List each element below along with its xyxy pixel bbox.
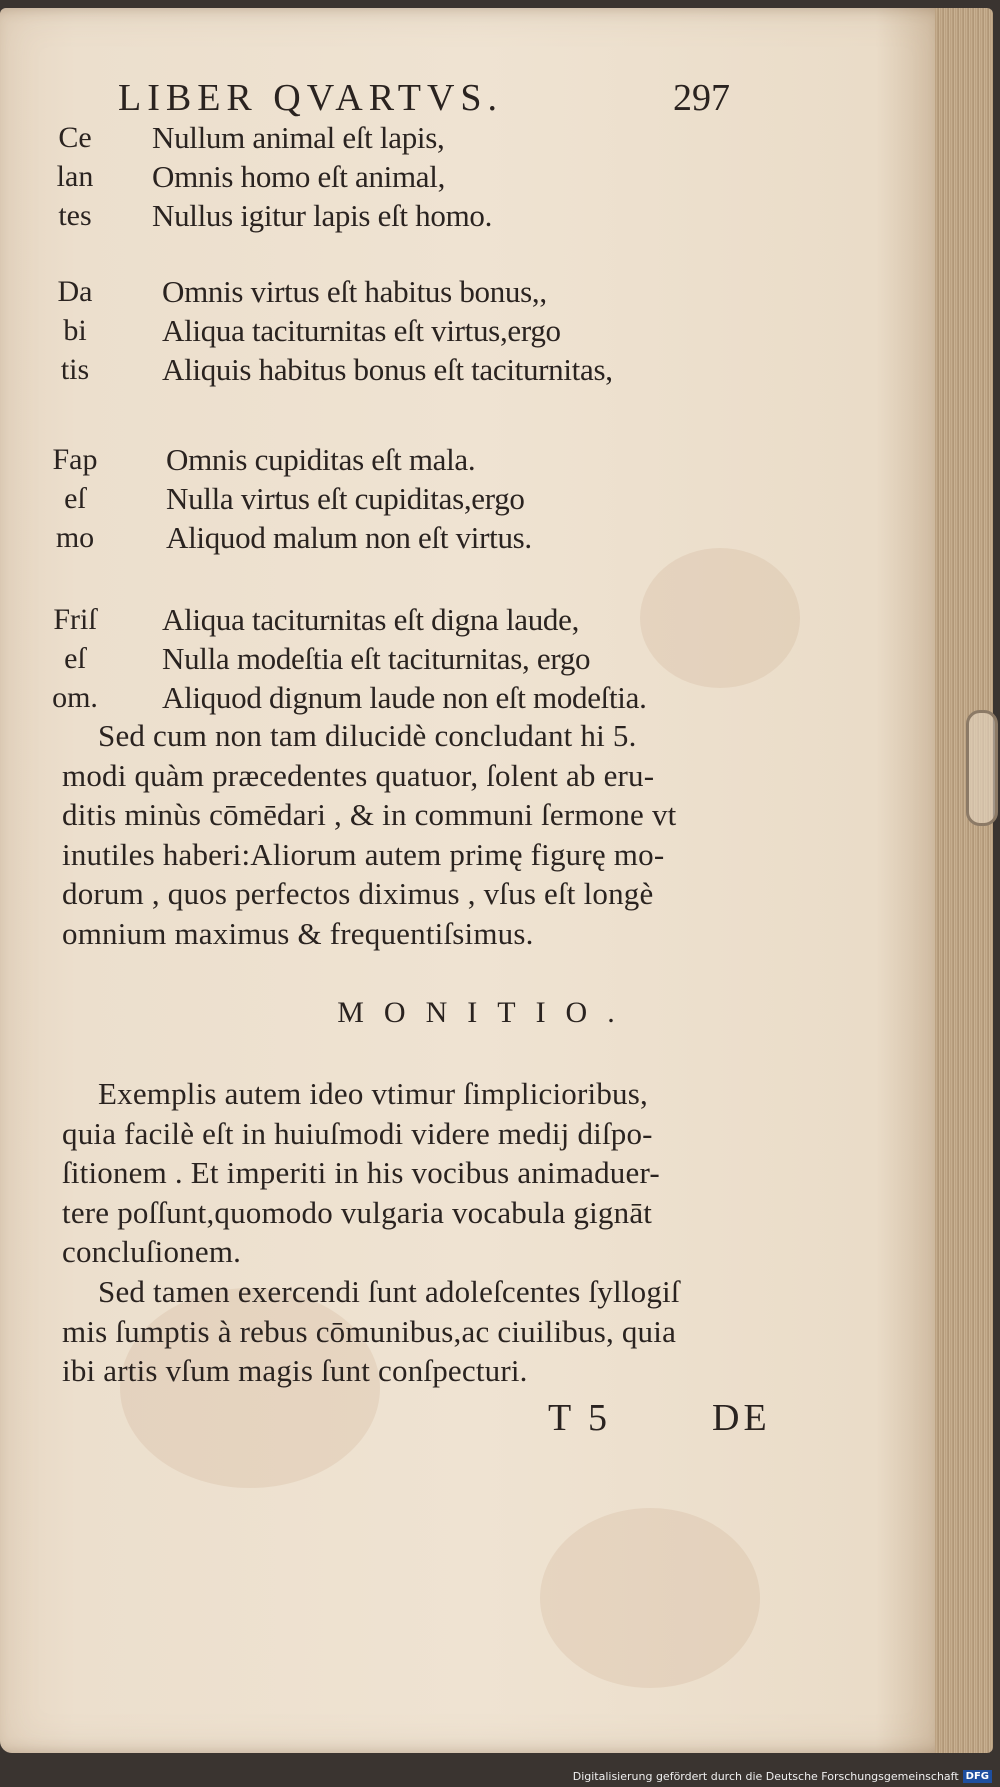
conclusion-text: Aliquis habitus bonus eſt taciturnitas, xyxy=(162,352,613,387)
syllogism-line xyxy=(30,118,750,157)
text-line: Sed cum non tam dilucidè concludant hi 5. xyxy=(98,718,637,753)
running-head-title: LIBER QVARTVS. xyxy=(118,77,504,119)
syllogism-line xyxy=(30,678,750,717)
premise-text: Nulla modeſtia eſt taciturnitas, ergo xyxy=(162,641,591,676)
mode-syllable: Friſ xyxy=(53,603,97,636)
text-line: inutiles haberi:Aliorum autem primę figurę mo- xyxy=(62,836,665,872)
conclusion-text: Nullus igitur lapis eſt homo. xyxy=(152,198,493,233)
text-line: ibi artis vſum magis ſunt conſpecturi. xyxy=(62,1353,528,1388)
catchword: DE xyxy=(712,1397,771,1439)
mode-syllable: bi xyxy=(63,314,87,347)
syllogism-line xyxy=(30,518,750,557)
syllogism-line xyxy=(30,350,750,389)
book-clasp xyxy=(966,710,998,826)
text-line: dorum , quos perfectos diximus , vſus eſt longè xyxy=(62,876,654,911)
conclusion-text: Aliquod malum non eſt virtus. xyxy=(166,520,532,555)
mode-syllable: lan xyxy=(56,160,94,193)
signature-mark: T 5 xyxy=(548,1397,612,1439)
syllogism-line xyxy=(30,440,750,479)
syllogism-line xyxy=(30,196,750,235)
conclusion-text: Aliquod dignum laude non eſt modeſtia. xyxy=(162,680,647,715)
text-line: ditis minùs cōmēdari , & in communi ſermone vt xyxy=(62,797,677,832)
page-fore-edge xyxy=(935,8,993,1753)
section-heading: MONITIO. xyxy=(337,996,635,1029)
text-line: modi quàm præcedentes quatuor, ſolent ab eru- xyxy=(62,757,655,793)
premise-text: Omnis cupiditas eſt mala. xyxy=(166,442,476,477)
text-line: ſitionem . Et imperiti in his vocibus animaduer- xyxy=(62,1155,660,1190)
premise-text: Omnis homo eſt animal, xyxy=(152,159,446,194)
mode-syllable: Fap xyxy=(52,443,98,476)
syllogism-line xyxy=(30,157,750,196)
mode-syllable: Da xyxy=(57,275,93,308)
book-page xyxy=(0,8,952,1753)
mode-syllable: eſ xyxy=(64,482,86,515)
syllogism-line xyxy=(30,600,750,639)
syllogism-line xyxy=(30,311,750,350)
premise-text: Nulla virtus eſt cupiditas,ergo xyxy=(166,481,525,516)
premise-text: Aliqua taciturnitas eſt virtus,ergo xyxy=(162,313,561,348)
syllogism-fapesmo xyxy=(30,440,750,557)
text-line: omnium maximus & frequentiſsimus. xyxy=(62,915,534,951)
syllogism-celantes xyxy=(30,118,750,235)
page-number: 297 xyxy=(673,77,730,119)
syllogism-frisesom xyxy=(30,600,750,717)
premise-text: Aliqua taciturnitas eſt digna laude, xyxy=(162,602,580,637)
syllogism-dabitis xyxy=(30,272,750,389)
running-head xyxy=(118,76,730,124)
premise-text: Nullum animal eſt lapis, xyxy=(152,120,445,155)
credit-text: Digitalisierung gefördert durch die Deutsche Forschungsgemeinschaft xyxy=(572,1770,959,1783)
syllogism-line xyxy=(30,272,750,311)
text-line: concluſionem. xyxy=(62,1234,242,1269)
premise-text: Omnis virtus eſt habitus bonus,, xyxy=(162,274,547,309)
mode-syllable: eſ xyxy=(64,642,86,675)
mode-syllable: mo xyxy=(55,521,95,554)
paper-stain xyxy=(540,1508,760,1688)
mode-syllable: Ce xyxy=(58,121,92,154)
mode-syllable: tes xyxy=(58,199,92,232)
text-line: Sed tamen exercendi ſunt adoleſcentes ſyllogiſ xyxy=(98,1274,680,1309)
body-paragraph xyxy=(62,1074,792,1272)
syllogism-line xyxy=(30,479,750,518)
text-line: Exemplis autem ideo vtimur ſimplicioribus, xyxy=(98,1076,648,1111)
body-paragraph xyxy=(62,1272,792,1391)
text-line: tere poſſunt,quomodo vulgaria vocabula gignāt xyxy=(62,1194,653,1230)
mode-syllable: om. xyxy=(52,681,98,714)
body-paragraph xyxy=(62,716,792,953)
dfg-logo-icon: DFG xyxy=(963,1770,992,1783)
digitization-credit xyxy=(573,1770,992,1783)
text-line: mis ſumptis à rebus cōmunibus,ac ciuilibus, quia xyxy=(62,1313,677,1349)
syllogism-line xyxy=(30,639,750,678)
text-line: quia facilè eſt in huiuſmodi videre medij diſpo- xyxy=(62,1115,653,1151)
mode-syllable: tis xyxy=(60,353,90,386)
